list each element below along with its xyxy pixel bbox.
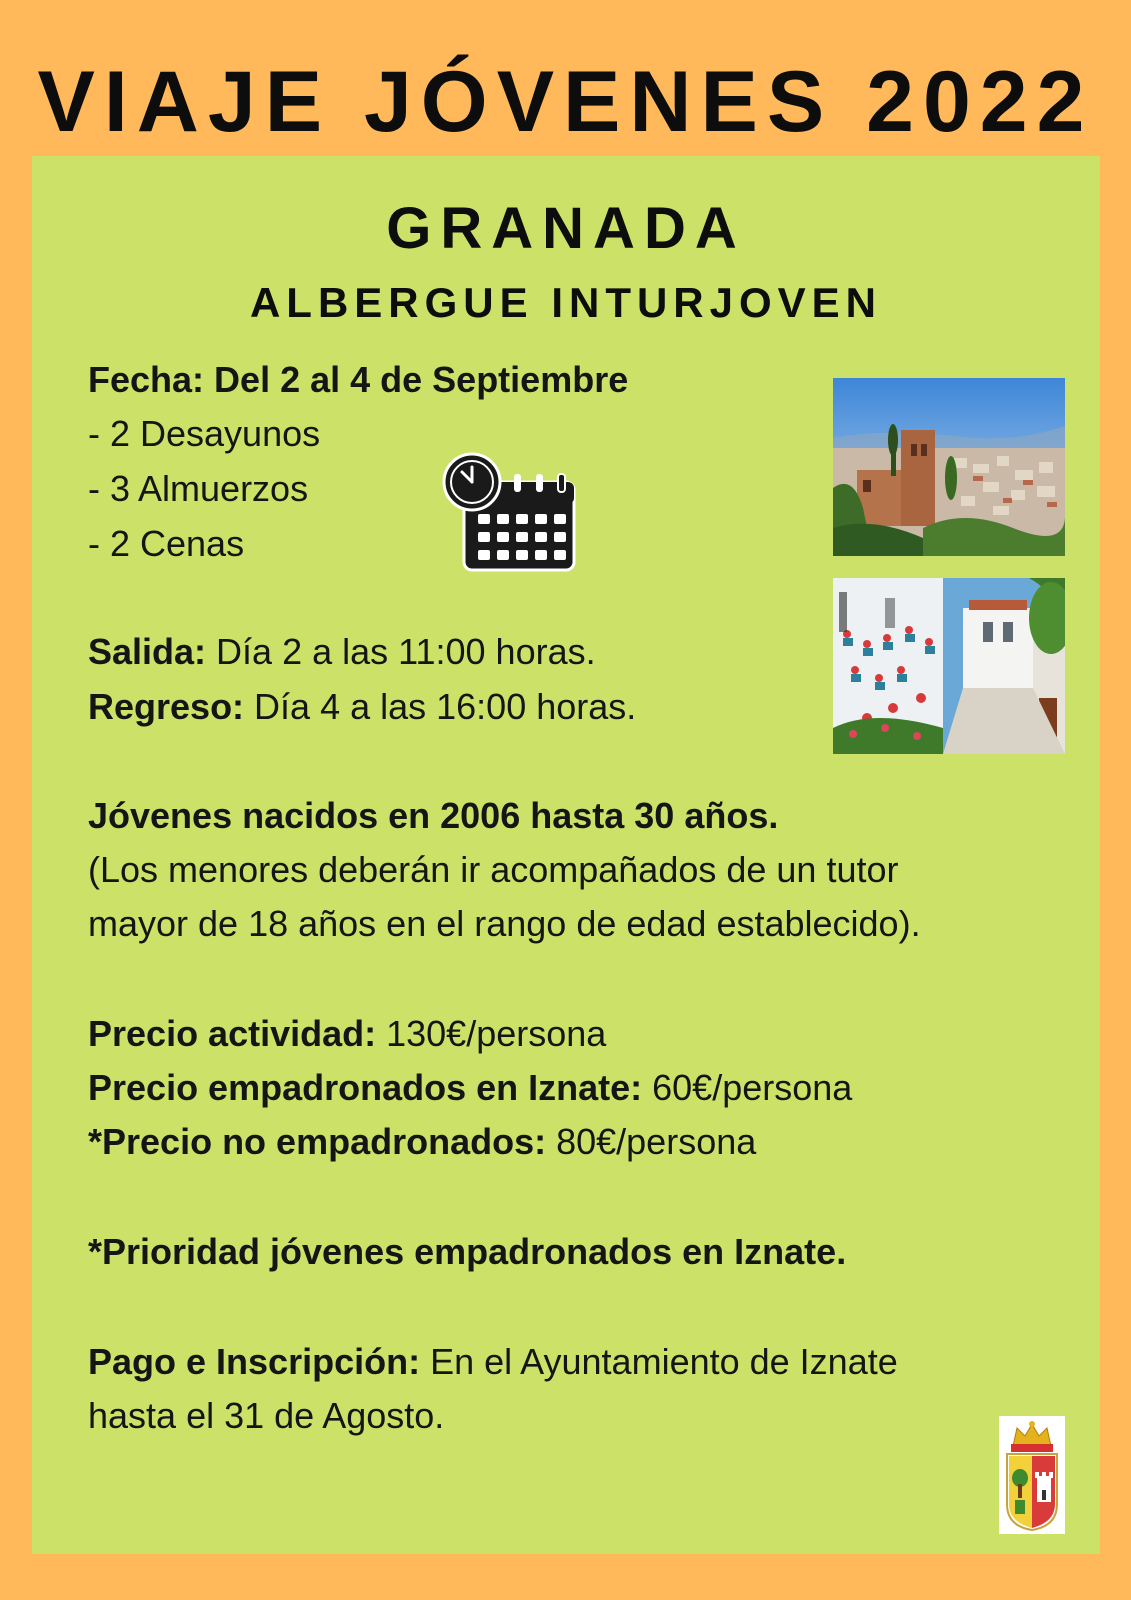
destination-city: GRANADA xyxy=(386,196,746,261)
date-value: Del 2 al 4 de Septiembre xyxy=(204,359,629,400)
price-activity-line xyxy=(88,1012,606,1056)
price-registered-line xyxy=(88,1066,852,1110)
meal-dinner: - 2 Cenas xyxy=(88,523,245,564)
return-label: Regreso: xyxy=(88,686,245,727)
poster-title: VIAJE JÓVENES 2022 xyxy=(37,54,1094,150)
minor-note-line-1: (Los menores deberán ir acompañados de un tutor xyxy=(88,849,899,890)
meal-breakfast: - 2 Desayunos xyxy=(88,413,321,454)
price-activity-value: 130€/persona xyxy=(376,1013,607,1054)
meal-lunch: - 3 Almuerzos xyxy=(88,468,309,509)
calendar-clock-icon xyxy=(442,452,584,580)
date-line xyxy=(88,358,628,402)
priority-note: *Prioridad jóvenes empadronados en Iznate. xyxy=(88,1231,847,1272)
payment-label: Pago e Inscripción: xyxy=(88,1341,421,1382)
departure-label: Salida: xyxy=(88,631,207,672)
albaicin-street-photo xyxy=(833,578,1065,754)
payment-line xyxy=(88,1340,898,1384)
price-registered-label: Precio empadronados en Iznate: xyxy=(88,1067,643,1108)
hostel-name: ALBERGUE INTURJOVEN xyxy=(249,279,883,326)
date-label: Fecha: xyxy=(88,359,205,400)
coat-of-arms-icon xyxy=(999,1416,1065,1534)
departure-value: Día 2 a las 11:00 horas. xyxy=(206,631,596,672)
return-value: Día 4 a las 16:00 horas. xyxy=(244,686,637,727)
age-rule: Jóvenes nacidos en 2006 hasta 30 años. xyxy=(88,795,779,836)
alhambra-photo xyxy=(833,378,1065,556)
departure-line xyxy=(88,630,596,674)
minor-note-line-2: mayor de 18 años en el rango de edad establecido). xyxy=(88,903,921,944)
price-nonregistered-value: 80€/persona xyxy=(546,1121,757,1162)
return-line xyxy=(88,685,636,729)
payment-deadline: hasta el 31 de Agosto. xyxy=(88,1395,445,1436)
price-nonregistered-label: *Precio no empadronados: xyxy=(88,1121,547,1162)
price-registered-value: 60€/persona xyxy=(642,1067,853,1108)
price-activity-label: Precio actividad: xyxy=(88,1013,377,1054)
content-panel xyxy=(32,156,1100,1554)
price-nonregistered-line xyxy=(88,1120,756,1164)
payment-value: En el Ayuntamiento de Iznate xyxy=(420,1341,898,1382)
